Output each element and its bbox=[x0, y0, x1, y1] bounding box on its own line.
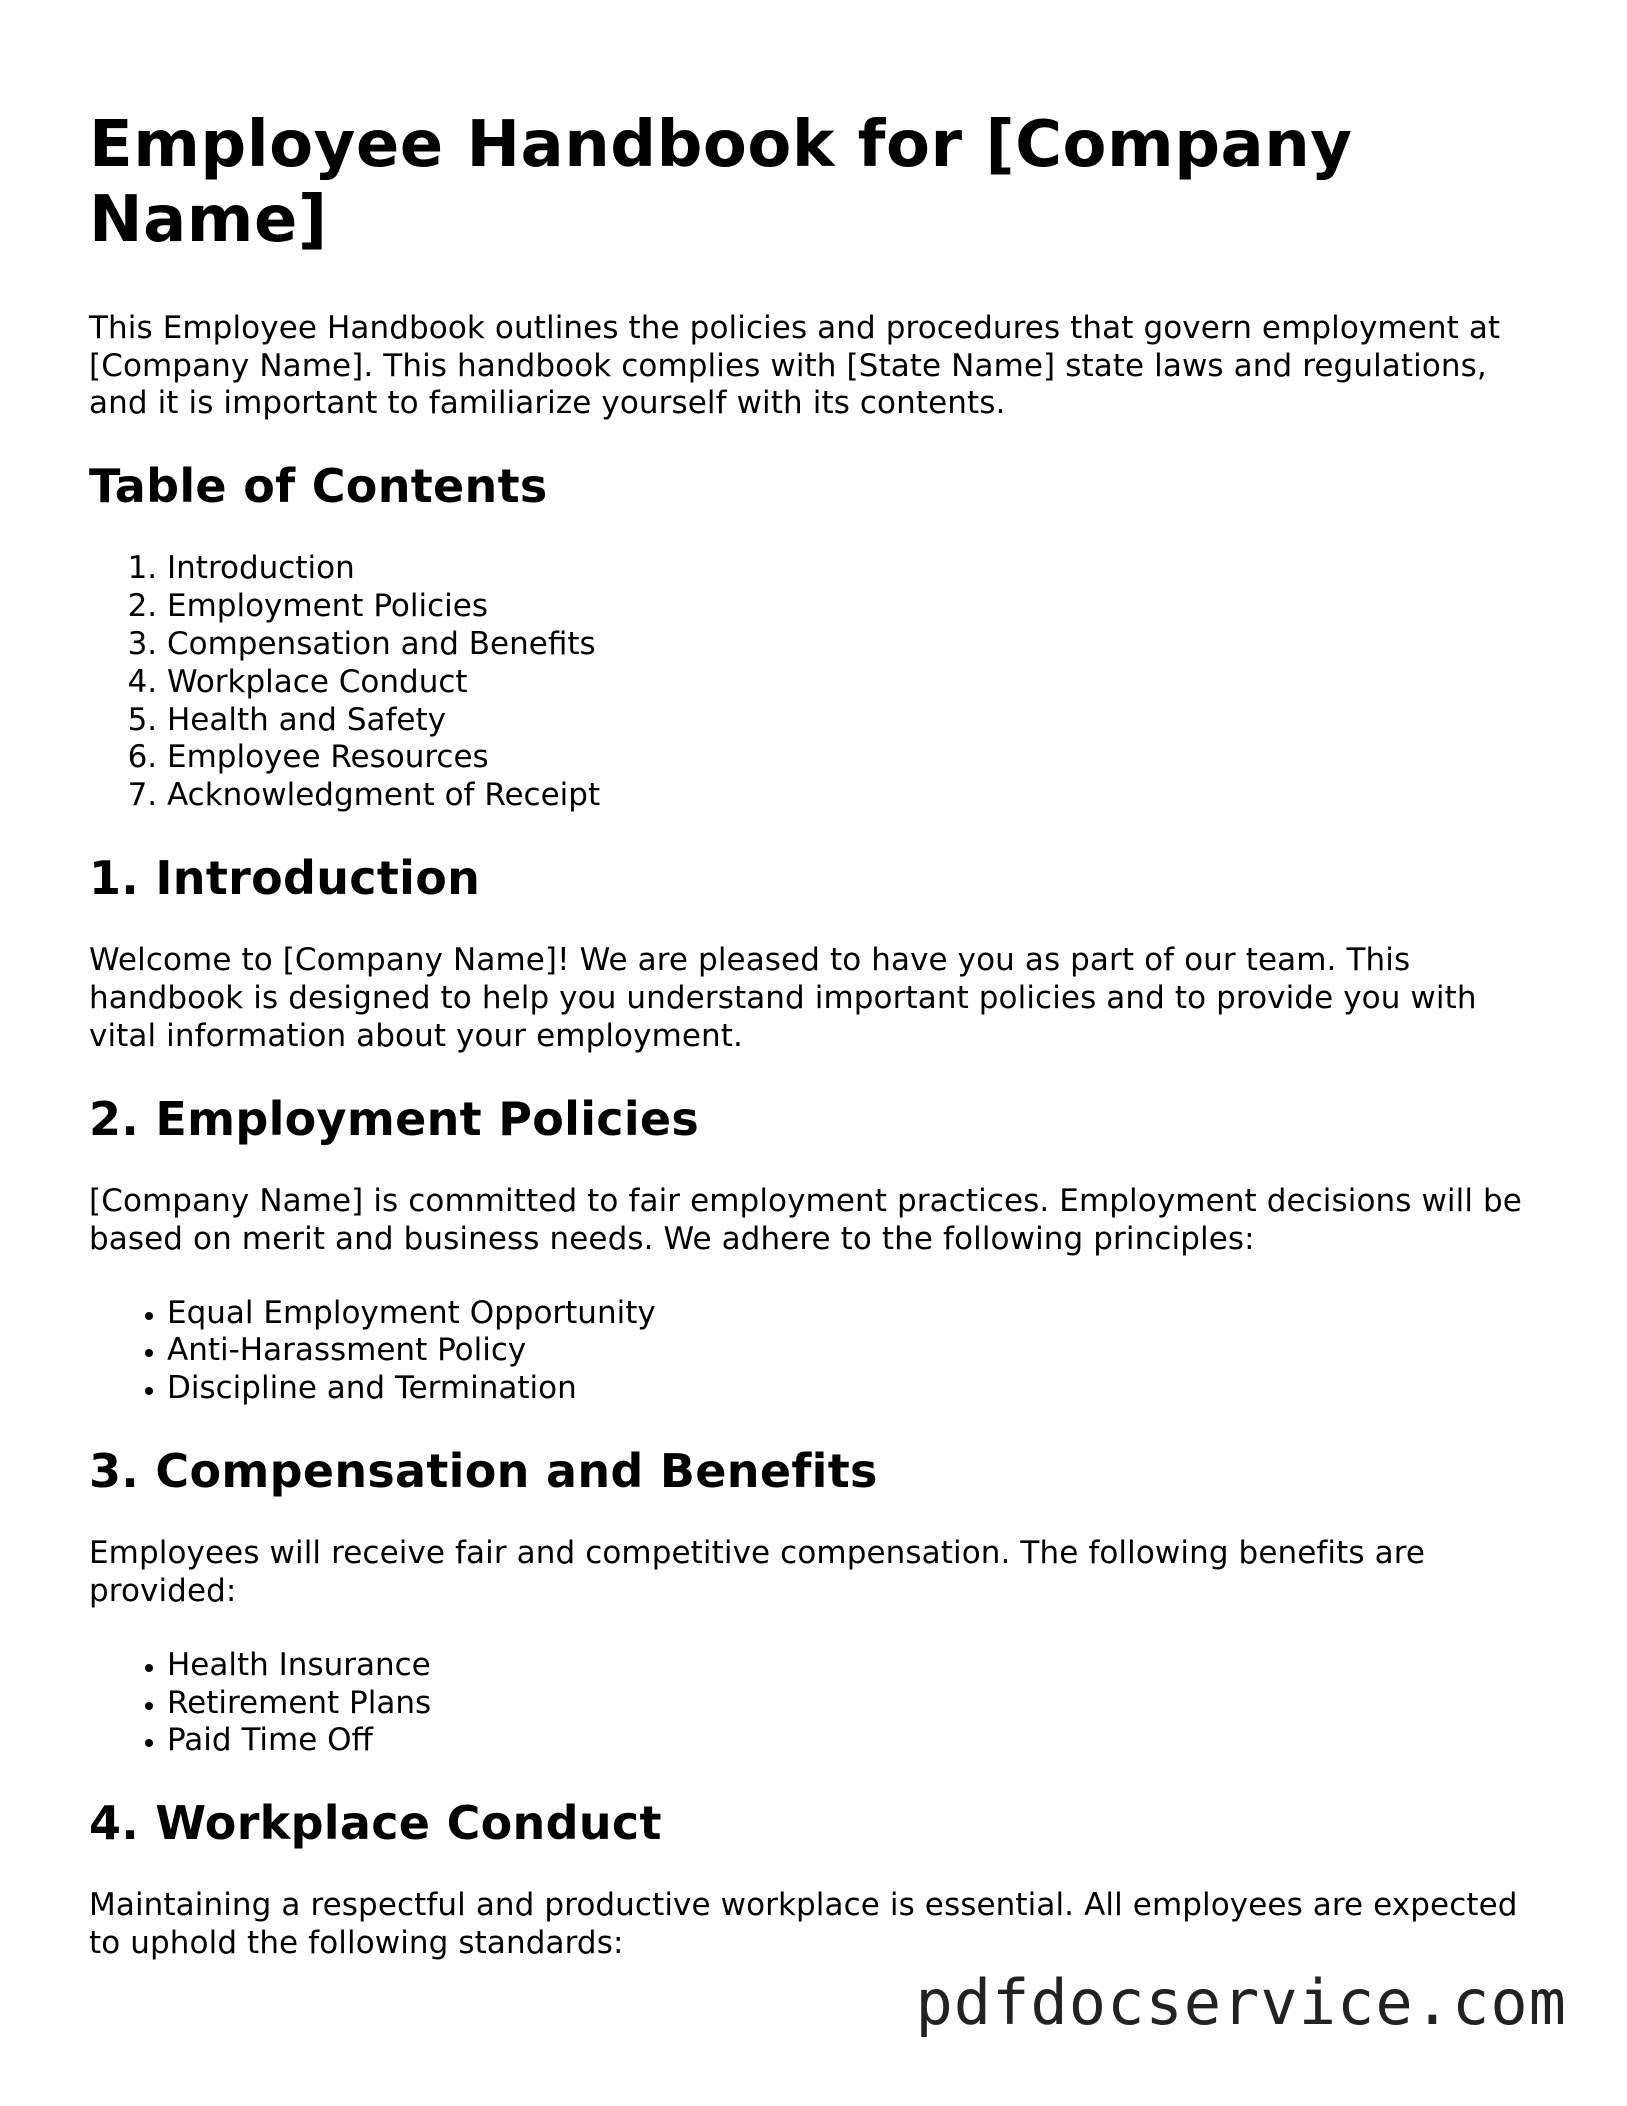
toc-item: 5. Health and Safety bbox=[167, 702, 1549, 740]
list-item: • Health Insurance bbox=[167, 1647, 1549, 1685]
section-heading-introduction: 1. Introduction bbox=[89, 851, 481, 906]
employment-principles-list bbox=[89, 1295, 1549, 1408]
list-item: • Paid Time Off bbox=[167, 1722, 1549, 1760]
document-title: Employee Handbook for [Company Name] bbox=[89, 108, 1353, 257]
toc-item: 1. Introduction bbox=[167, 550, 1549, 588]
section-heading-compensation: 3. Compensation and Benefits bbox=[89, 1443, 878, 1498]
toc-item: 4. Workplace Conduct bbox=[167, 664, 1549, 702]
toc-item: 7. Acknowledgment of Receipt bbox=[167, 777, 1549, 815]
section-body-compensation: Employees will receive fair and competitive compensation. The following benefits are provided: bbox=[89, 1535, 1426, 1609]
section-heading-conduct: 4. Workplace Conduct bbox=[89, 1796, 662, 1851]
benefits-list bbox=[89, 1647, 1549, 1760]
section-body-conduct: Maintaining a respectful and productive workplace is essential. All employees are expected to uphold the following standards: bbox=[89, 1887, 1518, 1962]
section-body-employment-policies: [Company Name] is committed to fair employment practices. Employment decisions will be based on merit and business needs. We adhere to the following principles: bbox=[89, 1182, 1522, 1257]
toc-heading: Table of Contents bbox=[89, 459, 548, 514]
section-body-introduction: Welcome to [Company Name]! We are pleased to have you as part of our team. This handbook is designed to help you understand important policies and to provide you with vital information about your employment. bbox=[89, 942, 1477, 1054]
section-heading-employment-policies: 2. Employment Policies bbox=[89, 1091, 700, 1146]
list-item: • Anti-Harassment Policy bbox=[167, 1332, 1549, 1370]
toc-item: 3. Compensation and Benefits bbox=[167, 626, 1549, 664]
list-item: • Discipline and Termination bbox=[167, 1370, 1549, 1408]
list-item: • Retirement Plans bbox=[167, 1685, 1549, 1723]
intro-paragraph: This Employee Handbook outlines the policies and procedures that govern employment at [Company Name]. This handbook complies with [State Name] state laws and regulations, and it is important to familiarize yourself with its contents. bbox=[89, 309, 1501, 422]
toc-item: 2. Employment Policies bbox=[167, 588, 1549, 626]
toc-item: 6. Employee Resources bbox=[167, 739, 1549, 777]
watermark: pdfdocservice.com bbox=[915, 1966, 1567, 2039]
document-page bbox=[89, 108, 1549, 1999]
toc-list bbox=[89, 550, 1549, 815]
list-item: • Equal Employment Opportunity bbox=[167, 1295, 1549, 1333]
